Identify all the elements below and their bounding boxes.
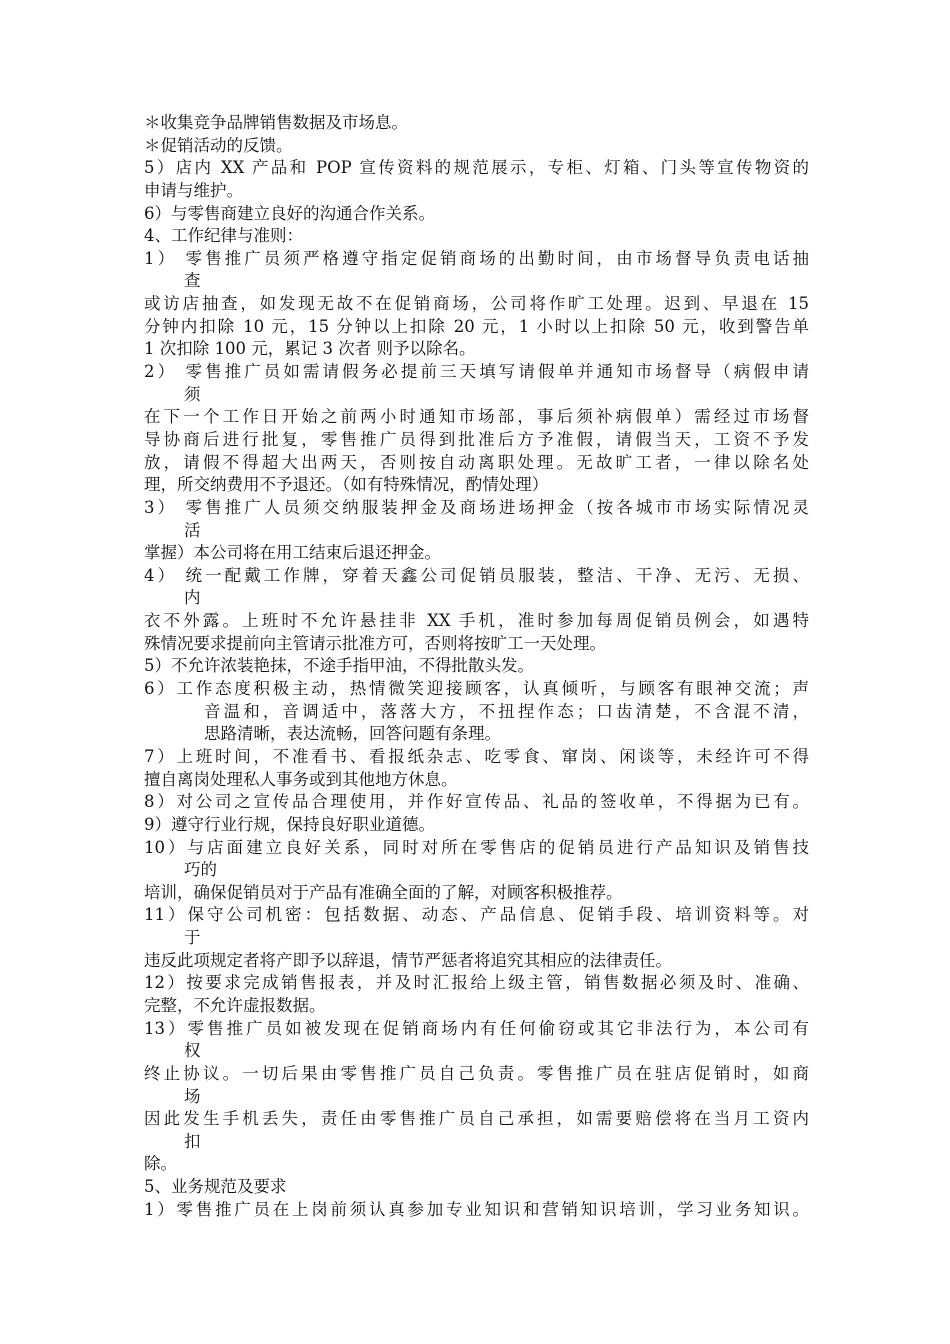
text-line: 内 [184,588,201,608]
section-heading: 5、业务规范及要求 [144,1177,287,1197]
text-line: 5）不允许浓装艳抹，不途手指甲油，不得批散头发。 [144,656,534,676]
text-line: 3） 零售推广人员须交纳服装押金及商场进场押金（按各城市市场实际情况灵 [144,497,809,517]
text-line: 导协商后进行批复，零售推广员得到批准后方予准假，请假当天，工资不予发 [144,429,809,449]
text-line: 培训，确保促销员对于产品有准确全面的了解，对顾客积极推荐。 [144,882,623,902]
text-line: 活 [184,520,201,540]
text-line: 6）工作态度积极主动，热情微笑迎接顾客，认真倾听，与顾客有眼神交流；声 [144,679,809,699]
text-line: 12）按要求完成销售报表，并及时汇报给上级主管，销售数据必须及时、准确、 [144,973,809,993]
text-line: 扣 [184,1131,201,1151]
text-line: 2） 零售推广员如需请假务必提前三天填写请假单并通知市场督导（病假申请 [144,362,809,382]
text-line: 场 [184,1086,201,1106]
text-line: 9）遵守行业行规，保持良好职业道德。 [144,814,435,834]
text-line: 11）保守公司机密：包括数据、动态、产品信息、促销手段、培训资料等。对 [144,905,809,925]
text-line: 1 次扣除 100 元，累记 3 次者 则予以除名。 [144,339,476,359]
text-line: 殊情况要求提前向主管请示批准方可，否则将按旷工一天处理。 [144,633,606,653]
text-line: 10）与店面建立良好关系，同时对所在零售店的促销员进行产品知识及销售技 [144,837,809,857]
text-line: 须 [184,384,201,404]
text-line: 终止协议。一切后果由零售推广员自己负责。零售推广员在驻店促销时，如商 [144,1063,809,1083]
text-line: 巧的 [184,860,217,880]
text-line: 放，请假不得超大出两天，否则按自动离职处理。无故旷工者，一律以除名处 [144,452,809,472]
text-line: 擅自离岗处理私人事务或到其他地方休息。 [144,769,458,789]
section-heading: 4、工作纪律与准则： [144,226,303,246]
text-line: 于 [184,928,201,948]
text-line: 因此发生手机丢失，责任由零售推广员自己承担，如需要赔偿将在当月工资内 [144,1109,809,1129]
text-line: 5）店内 XX 产品和 POP 宣传资料的规范展示，专柜、灯箱、门头等宣传物资的 [144,158,809,178]
text-line: 在下一个工作日开始之前两小时通知市场部，事后须补病假单）需经过市场督 [144,407,809,427]
text-line: 4） 统一配戴工作牌，穿着天鑫公司促销员服装，整洁、干净、无污、无损、 [144,565,809,585]
text-line: 或访店抽查，如发现无故不在促销商场，公司将作旷工处理。迟到、早退在 15 [144,294,809,314]
text-line: 8）对公司之宣传品合理使用，并作好宣传品、礼品的签收单，不得据为已有。 [144,792,809,812]
text-line: 完整，不允许虚报数据。 [144,995,326,1015]
text-line: ＊收集竞争品牌销售数据及市场息。 [144,113,408,132]
text-line: 1） 零售推广员须严格遵守指定促销商场的出勤时间，由市场督导负责电话抽 [144,248,809,268]
text-line: 6）与零售商建立良好的沟通合作关系。 [144,203,435,223]
text-line: 13）零售推广员如被发现在促销商场内有任何偷窃或其它非法行为，本公司有 [144,1018,809,1038]
text-line: 申请与维护。 [144,180,243,200]
text-line: 衣不外露。上班时不允许悬挂非 XX 手机，准时参加每周促销员例会，如遇特 [144,611,809,631]
text-line: 权 [184,1041,201,1061]
text-line: 1）零售推广员在上岗前须认真参加专业知识和营销知识培训，学习业务知识。 [144,1199,809,1219]
document-page [144,112,809,1221]
text-line: 掌握）本公司将在用工结束后退还押金。 [144,543,441,563]
text-line: 思路清晰，表达流畅，回答问题有条理。 [204,724,501,744]
text-line: 分钟内扣除 10 元，15 分钟以上扣除 20 元，1 小时以上扣除 50 元，收到警告单 [144,316,809,336]
text-line: 7）上班时间，不准看书、看报纸杂志、吃零食、窜岗、闲谈等，未经许可不得 [144,746,809,766]
text-line: 违反此项规定者将产即予以辞退，情节严惩者将追究其相应的法律责任。 [144,950,672,970]
text-line: 除。 [144,1154,177,1174]
text-line: ＊促销活动的反馈。 [144,135,293,155]
text-line: 音温和，音调适中，落落大方，不扭捏作态；口齿清楚，不含混不清， [204,701,809,721]
text-line: 理，所交纳费用不予退还。（如有特殊情况，酌情处理） [144,475,549,495]
text-line: 查 [184,271,201,291]
